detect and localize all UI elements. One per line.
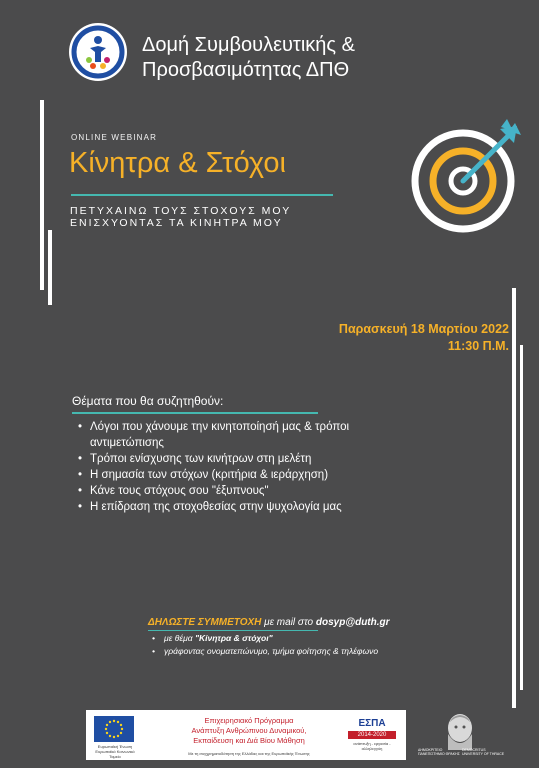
topic-item: • Η σημασία των στόχων (κριτήρια & ιεράρχηση) [78,467,498,483]
decorative-line [512,288,516,708]
title-underline [71,194,333,196]
registration-subject: "Κίνητρα & στόχοι" [194,633,273,643]
webinar-label: ONLINE WEBINAR [71,133,158,142]
organization-name [142,33,355,83]
registration-underline [148,630,318,631]
op-line2: Ανάπτυξη Ανθρώπινου Δυναμικού, [191,726,307,735]
organization-name-line2: Προσβασιμότητας ΔΠΘ [142,59,350,81]
decorative-line [520,345,523,690]
event-subtitle [70,205,291,229]
registration-via: με mail στο [261,617,316,628]
topics-underline [72,412,318,414]
registration-line [148,617,390,628]
registration-instruction [152,632,378,645]
duth-name-greek: ΔΗΜΟΚΡΙΤΕΙΟ ΠΑΝΕΠΙΣΤΗΜΙΟ ΘΡΑΚΗΣ [418,748,460,756]
duth-caption [418,748,508,756]
organization-name-line1: Δομή Συμβουλευτικής & [142,34,355,56]
cofunding-note: Με τη συγχρηματοδότηση της Ελλάδας και της Ευρωπαϊκής Ένωσης [188,751,310,756]
op-line3: Εκπαίδευση και Διά Βίου Μάθηση [193,736,305,745]
event-date: Παρασκευή 18 Μαρτίου 2022 [338,322,509,336]
topic-item-continuation: αντιμετώπισης [90,437,164,449]
decorative-line [40,100,44,290]
target-arrow-icon [405,113,525,235]
registration-instruction: • γράφοντας ονοματεπώνυμο, τμήμα φοίτησης & τηλέφωνο [152,645,378,658]
topic-item: • Λόγοι που χάνουμε την κινητοποίησή μας & τρόποι [78,419,498,435]
registration-email[interactable]: dosyp@duth.gr [315,617,390,628]
espa-logo-icon [344,718,400,750]
event-subtitle-line2: ΕΝΙΣΧΥΟΝΤΑΣ ΤΑ ΚΙΝΗΤΡΑ ΜΟΥ [70,217,283,229]
topic-item: • Τρόποι ενίσχυσης των κινήτρων στη μελέτη [78,451,498,467]
event-time: 11:30 Π.Μ. [447,339,509,353]
decorative-line [48,230,52,305]
funding-logos-bar [86,710,406,760]
espa-title: ΕΣΠΑ [358,718,386,729]
operational-programme [162,716,336,746]
duth-logo-icon [438,712,482,752]
topic-item: • Η επίδραση της στοχοθεσίας στην ψυχολογία μας [78,499,498,515]
registration-subject-prefix: με θέμα [164,633,195,643]
eu-caption: Ευρωπαϊκή Ένωση Ευρωπαϊκό Κοινωνικό Ταμείο [95,744,135,759]
registration-cta: ΔΗΛΩΣΤΕ ΣΥΜΜΕΤΟΧΗ [148,617,262,628]
op-line1: Επιχειρησιακό Πρόγραμμα [204,716,294,725]
espa-slogan: ανάπτυξη - εργασία - αλληλεγγύη [353,741,391,751]
registration-instructions [152,632,378,658]
university-logo-icon [68,22,128,82]
duth-name-english: DEMOCRITUS UNIVERSITY OF THRACE [462,748,505,756]
topics-list [78,419,498,515]
topic-item: • Κάνε τους στόχους σου "έξυπνους" [78,483,498,499]
topics-heading: Θέματα που θα συζητηθούν: [72,394,224,408]
event-title: Κίνητρα & Στόχοι [69,147,286,179]
event-datetime [339,321,509,355]
eu-flag-icon [94,716,134,742]
event-subtitle-line1: ΠΕΤΥΧΑΙΝΩ ΤΟΥΣ ΣΤΟΧΟΥΣ ΜΟΥ [70,205,292,217]
espa-years: 2014-2020 [357,732,387,738]
